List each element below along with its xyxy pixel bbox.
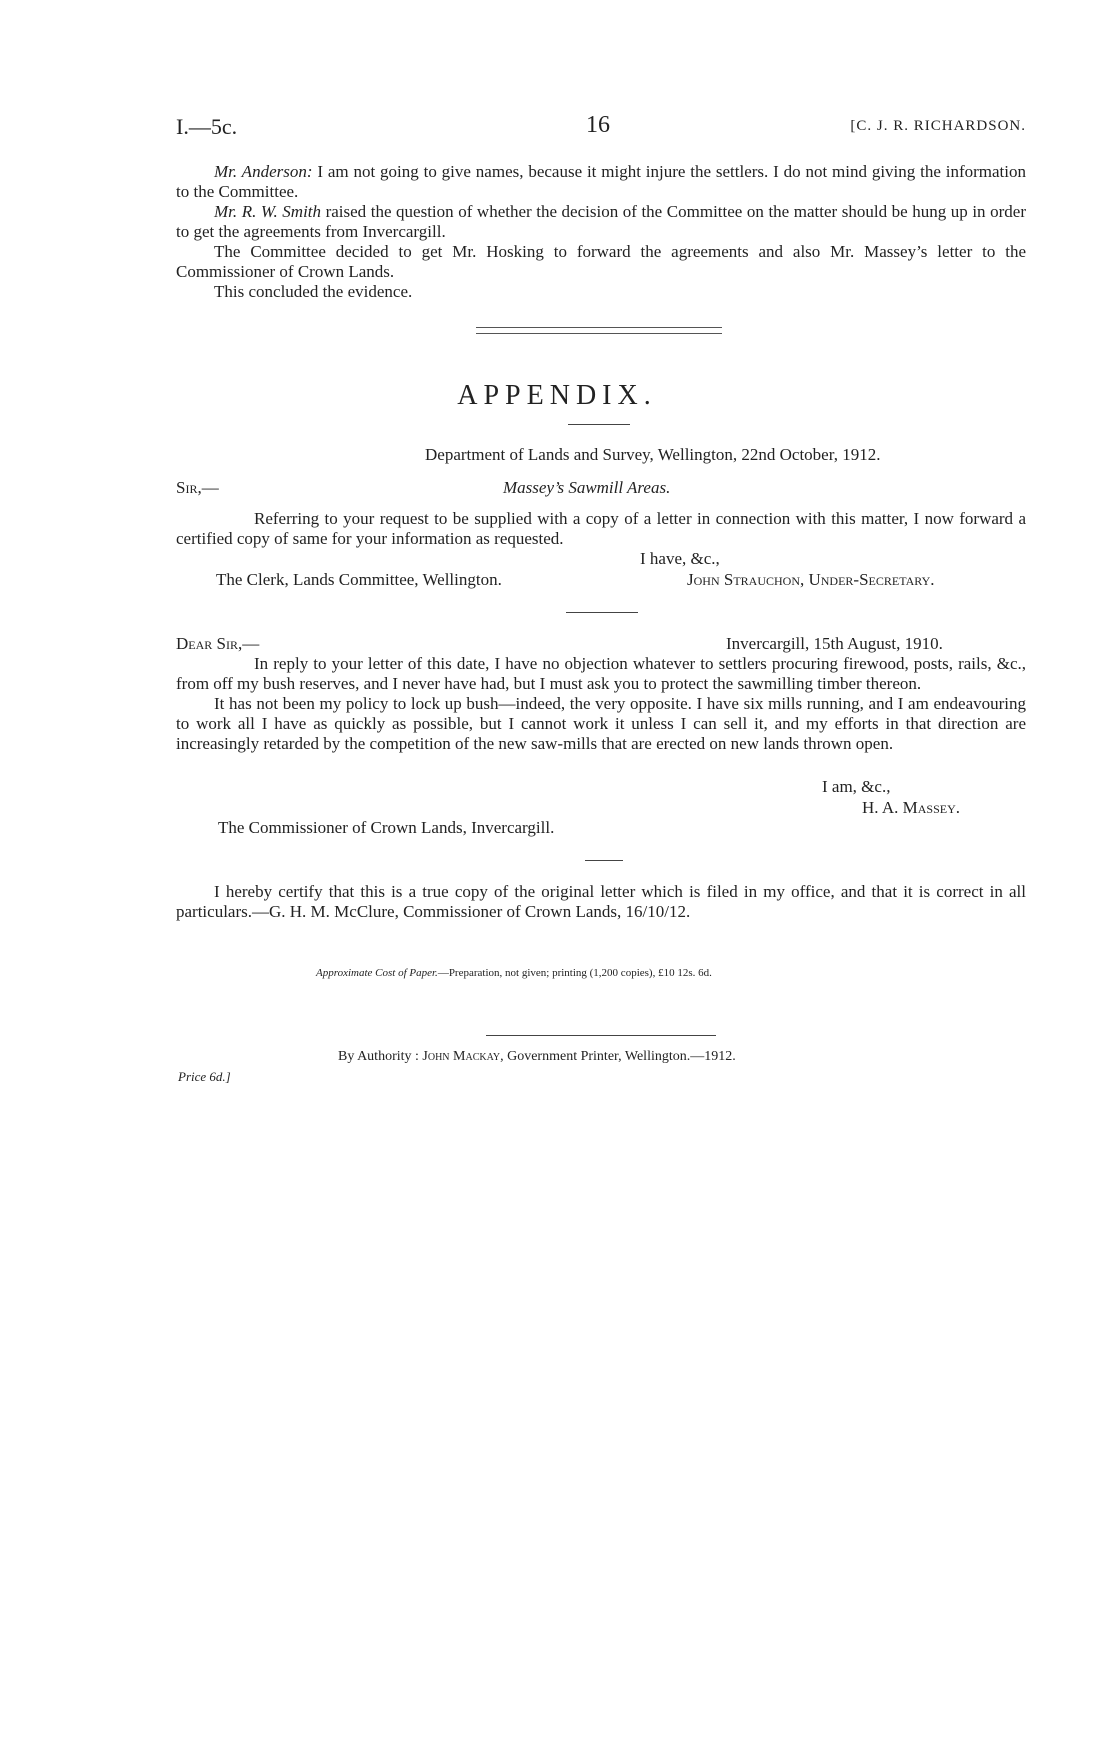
speaker-name: Mr. R. W. Smith xyxy=(214,202,322,221)
parliamentary-paper-ref: I.—5c. xyxy=(176,114,238,139)
letter1-signature: John Strauchon, Under-Secretary. xyxy=(687,570,935,589)
title-rule xyxy=(568,424,630,425)
letter1-closing: I have, &c., xyxy=(640,549,720,568)
price: Price 6d.] xyxy=(178,1069,231,1084)
letter1-address-date: Department of Lands and Survey, Wellington, 22nd October, 1912. xyxy=(425,445,881,464)
letter2-signature: H. A. Massey. xyxy=(862,798,960,817)
witness-name: [C. J. R. RICHARDSON. xyxy=(850,118,1026,134)
evidence-paragraph: Mr. Anderson: I am not going to give names, because it might injure the settlers. I do not mind giving the information to the Committee. xyxy=(176,162,1026,201)
evidence-paragraph: Mr. R. W. Smith raised the question of whether the decision of the Committee on the matter should be hung up in order to get the agreements from Invercargill. xyxy=(176,202,1026,241)
short-divider xyxy=(585,860,623,861)
letter1-body: Referring to your request to be supplied with a copy of a letter in connection with this matter, I now forward a certified copy of same for your information as requested. xyxy=(176,509,1026,548)
section-divider xyxy=(476,327,722,334)
letter2-salutation: Dear Sir,— xyxy=(176,634,260,653)
page-header xyxy=(176,114,1026,142)
letter2-body xyxy=(176,654,1026,754)
letter2-paragraph: It has not been my policy to lock up bush—indeed, the very opposite. I have six mills running, and I am endeavouring to work all I have as quickly as possible, but I cannot work it unless I can sell it, and my efforts in that direction are increasingly retarded by the competition of the new saw-mills that are erected on new lands thrown open. xyxy=(176,694,1026,753)
letter2-addressee: The Commissioner of Crown Lands, Invercargill. xyxy=(218,818,555,837)
government-printer-imprint: By Authority : John Mackay, Government Printer, Wellington.—1912. xyxy=(338,1049,736,1064)
letter2-closing: I am, &c., xyxy=(822,777,891,796)
evidence-paragraph: The Committee decided to get Mr. Hosking to forward the agreements and also Mr. Massey’s letter to the Commissioner of Crown Lands. xyxy=(176,242,1026,281)
letter1-salutation: Sir,— xyxy=(176,478,219,497)
letter1-addressee: The Clerk, Lands Committee, Wellington. xyxy=(216,570,502,589)
footer-rule xyxy=(486,1035,716,1036)
page-number: 16 xyxy=(586,112,610,138)
evidence-section xyxy=(176,162,1026,302)
letter2-paragraph: In reply to your letter of this date, I have no objection whatever to settlers procuring firewood, posts, rails, &c., from off my bush reserves, and I never have had, but I must ask you to protect the sawmilling timber thereon. xyxy=(176,654,1026,693)
certification: I hereby certify that this is a true copy of the original letter which is filed in my office, and that it is correct in all particulars.—G. H. M. McClure, Commissioner of Crown Lands, 16/10/12. xyxy=(176,882,1026,921)
speaker-name: Mr. Anderson: xyxy=(214,162,313,181)
cost-of-paper: Approximate Cost of Paper.—Preparation, not given; printing (1,200 copies), £10 12s. 6d. xyxy=(316,967,712,979)
appendix-title: APPENDIX. xyxy=(457,380,657,411)
evidence-paragraph: This concluded the evidence. xyxy=(214,282,413,301)
letter1-subject: Massey’s Sawmill Areas. xyxy=(503,478,671,497)
letter2-place-date: Invercargill, 15th August, 1910. xyxy=(726,634,943,653)
letter-divider xyxy=(566,612,638,613)
